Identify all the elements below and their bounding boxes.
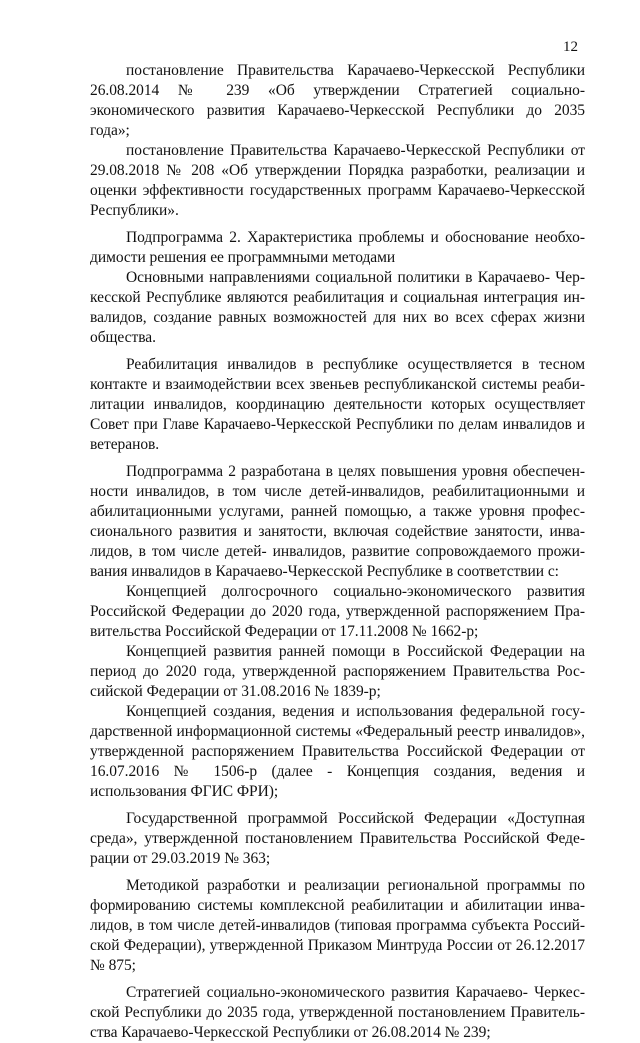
paragraph-subprogram-goals: Подпрограмма 2 разработана в целях повышения уровня обеспеченности инвалидов, в том числе детей-инвалидов, реабилитационными и абилитационными услугами, ранней помощью, а также уровня профессионального развития и занятости, включая содействие занятости, инвалидов, в том числе детей- инвалидов, развитие сопровождаемого проживания инвалидов в Карачаево-Черкесской Республике в соответствии с: [90,463,585,580]
paragraph-strategy: Стратегией социально-экономического развития Карачаево- Черкесской Республики до 2035 года, утвержденной постановлением Правительства Карачаево-Черкесской Республики от 26.08.2014 № 239; [90,984,585,1041]
page-number: 12 [563,39,578,55]
paragraph-early-help-concept: Концепцией развития ранней помощи в Российской Федерации на период до 2020 года, утвержденной распоряжением Правительства Российской Федерации от 31.08.2016 № 1839-р; [90,643,585,700]
paragraph-registry-concept: Концепцией создания, ведения и использования федеральной государственной информационной системы «Федеральный реестр инвалидов», утвержденной распоряжением Правительства Российской Федерации от 16.07.2016 № 1506-р (далее - Концепция создания, ведения и использования ФГИС ФРИ); [90,703,585,800]
paragraph-decree-239: постановление Правительства Карачаево-Черкесской Республики 26.08.2014 № 239 «Об утверждении Стратегией социально-экономического развития Карачаево-Черкесской Республики до 2035 года»; [90,62,585,139]
paragraph-decree-208: постановление Правительства Карачаево-Черкесской Республики от 29.08.2018 № 208 «Об утверждении Порядка разработки, реализации и оценки эффективности государственных программ Карачаево-Черкесской Республики». [90,142,585,219]
paragraph-accessible-environment: Государственной программой Российской Федерации «Доступная среда», утвержденной постановлением Правительства Российской Федерации от 29.03.2019 № 363; [90,810,585,867]
paragraph-long-term-concept: Концепцией долгосрочного социально-экономического развития Российской Федерации до 2020 года, утвержденной распоряжением Правительства Российской Федерации от 17.11.2008 № 1662-р; [90,583,585,640]
paragraph-rehabilitation: Реабилитация инвалидов в республике осуществляется в тесном контакте и взаимодействии всех звеньев республиканской системы реабилитации инвалидов, координацию деятельности которых осуществляет Совет при Главе Карачаево-Черкесской Республики по делам инвалидов и ветеранов. [90,356,585,453]
subprogram-heading: Подпрограмма 2. Характеристика проблемы и обоснование необходимости решения ее программными методами [90,229,585,266]
document-body [90,61,585,1043]
paragraph-methodology: Методикой разработки и реализации региональной программы по формированию системы комплексной реабилитации и абилитации инвалидов, в том числе детей-инвалидов (типовая программа субъекта Российской Федерации), утвержденной Приказом Минтруда России от 26.12.2017 № 875; [90,877,585,974]
paragraph-main-directions: Основными направлениями социальной политики в Карачаево- Черкесской Республике являются реабилитация и социальная интеграция инвалидов, создание равных возможностей для них во всех сферах жизни общества. [90,269,585,346]
